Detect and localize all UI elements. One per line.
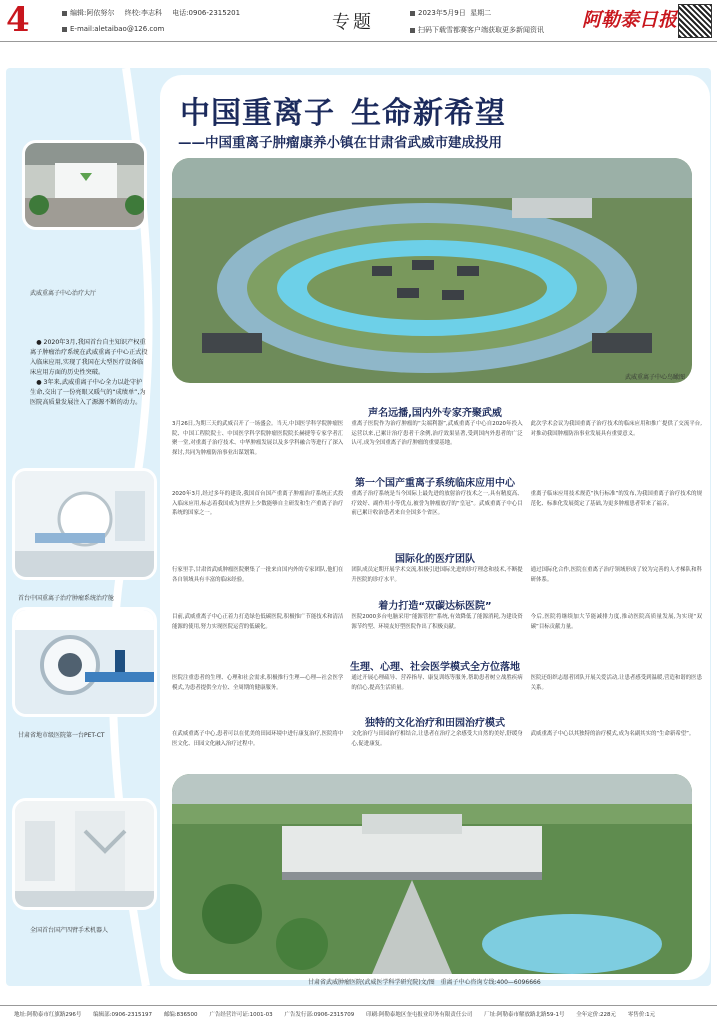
body-column: 通过开展心理疏导、营养指导、康复训练等服务,帮助患者树立战胜疾病的信心,提高生活质量。 (351, 675, 523, 691)
body-column: 在武威重离子中心,患者可以在优美的田园环境中进行康复治疗,医院将中医文化、田园文化融入治疗过程中。 (172, 731, 344, 747)
footer-item: 邮编:836500 (163, 1012, 198, 1018)
email: E-mail:aletaibao@126.com (70, 25, 165, 33)
treatment-room-caption: 首台中国重离子治疗肿瘤系统治疗舱 (18, 595, 115, 602)
aerial-photo (172, 158, 692, 383)
hall-caption: 武威重离子中心治疗大厅 (30, 290, 97, 297)
body-column: 目前,武威重离子中心正着力打造绿色低碳医院,积极推广节能技术和清洁能源的使用,努力实现医院运营的低碳化。 (172, 614, 344, 630)
app-tip (410, 25, 544, 35)
section-heading: 第一个国产重离子系统临床应用中心 (355, 478, 515, 489)
footer-item: 广告经营许可证:1001-03 (209, 1012, 273, 1018)
section-name: 专题 (332, 12, 374, 33)
section-heading: 着力打造“双碳达标医院” (378, 601, 492, 612)
robot-photo (12, 798, 157, 910)
page-number: 4 (6, 0, 30, 40)
footer-item: 全年定价:228元 (576, 1012, 617, 1018)
footer-item: 印刷:阿勒泰地区奎屯报业印务有限责任公司 (366, 1012, 473, 1018)
hall-photo (22, 140, 147, 230)
body-column: 重离子临床应用技术规范“执行标准”的发布,为我国重离子治疗技术的规范化、标准化发展奠定了基础,为更多肿瘤患者带来了福音。 (530, 491, 702, 507)
body-column: 重离子治疗系统是当今国际上最先进的放射治疗技术之一,具有精度高、疗效好、副作用小等优点,被誉为肿瘤放疗的“皇冠”。武威重离子中心目前已累计收治患者来自全国多个省区。 (351, 491, 523, 517)
masthead-logo: 阿勒泰日报 (582, 9, 678, 31)
square-bullet-icon (62, 27, 67, 32)
body-column: 今后,医院将继续加大节能减排力度,推动医院高质量发展,为实现“双碳”目标贡献力量。 (530, 614, 702, 630)
editor-info (62, 8, 248, 18)
body-column: 3月26日,为期三天的武威召开了一场盛会。当天,中国医学科学院肿瘤医院、中国工程院院士、中国医学科学院肿瘤医院院长赫捷等专家学者汇聚一堂,对重离子治疗技术、中华肿瘤发展以及多学科融合等进行了深入探讨,共同为肿瘤防治事业出谋划策。 (172, 421, 344, 456)
proofreader: 终校:李志科 (124, 9, 162, 17)
editor: 编辑:阿依努尔 (70, 9, 115, 17)
photo-credit (308, 977, 541, 986)
body-column: 行家里手,甘肃省武威肿瘤医院聚集了一批来自国内外的专家团队,他们在各自领域具有丰富的临床经验。 (172, 567, 344, 583)
section-heading: 国际化的医疗团队 (395, 554, 475, 565)
body-column: 通过国际化合作,医院在重离子治疗领域形成了较为完善的人才梯队和科研体系。 (530, 567, 702, 583)
body-column: 文化治疗与田园治疗相结合,让患者在治疗之余感受大自然的美好,舒缓身心,促进康复。 (351, 731, 523, 747)
campus-photo (172, 774, 692, 974)
main-title-part1: 中国重离子 (180, 96, 335, 131)
square-bullet-icon (410, 11, 415, 16)
body-column: 2020年3月,经过多年的建设,我国首台国产重离子肿瘤治疗系统正式投入临床应用,标志着我国成为世界上少数能够自主研发和生产重离子治疗系统的国家之一。 (172, 491, 344, 517)
weekday: 星期二 (470, 9, 492, 17)
body-column: 武威重离子中心以其独特的治疗模式,成为名副其实的“生命新希望”。 (530, 731, 695, 737)
square-bullet-icon (410, 28, 415, 33)
pet-ct-caption: 甘肃省地市级医院第一台PET-CT (18, 732, 105, 739)
main-title (180, 88, 506, 132)
email-info (62, 25, 164, 33)
section-body (172, 613, 702, 655)
pet-ct-photo (12, 607, 157, 717)
body-column: 医院注重患者的生理、心理和社会需求,积极推行生理—心理—社会医学模式,为患者提供全方位、全周期的健康服务。 (172, 675, 344, 691)
page-header (0, 0, 717, 42)
main-title-part2: 生命新希望 (351, 96, 506, 131)
section-body (172, 566, 702, 596)
section-body (172, 490, 702, 550)
intro-paragraph: ● 2020年3月,我国首台自主知识产权重离子肿瘤治疗系统在武威重离子中心正式投入临床应用,实现了我国在大型医疗设备临床应用方面的历史性突破。 (30, 339, 148, 376)
body-column: 医院2000多台电脑采用“能源管控”系统,有效降低了能源消耗,为建设资源节约型、环境友好型医院作出了积极贡献。 (351, 614, 523, 630)
footer-item: 地址:阿勒泰市红旗路296号 (14, 1012, 82, 1018)
phone: 电话:0906-2315201 (172, 9, 241, 17)
section-heading: 独特的文化治疗和田园治疗模式 (365, 718, 505, 729)
section-body (172, 674, 702, 712)
footer-item: 广告发行部:0906-2315709 (284, 1012, 355, 1018)
hotline-text: 重离子中心咨询专线:400—6096666 (440, 979, 541, 986)
footer-item: 零售价:1元 (627, 1012, 656, 1018)
date: 2023年5月9日 (418, 9, 466, 17)
app-tip-text: 扫码下载雪都赛客户端获取更多新闻资讯 (418, 26, 544, 34)
section-body (172, 730, 702, 770)
credit-text: 甘肃省武威肿瘤医院(武威医学科学研究院)文/图 (308, 979, 435, 986)
treatment-room-photo (12, 468, 157, 580)
section-heading: 生理、心理、社会医学模式全方位落地 (350, 662, 520, 673)
footer-item: 厂址:阿勒泰市解放路北路59-1号 (484, 1012, 565, 1018)
left-intro (30, 338, 148, 408)
body-column: 重离子医院作为治疗肿瘤的“尖端利器”,武威重离子中心自2020年投入运营以来,已累计治疗患者千余例,治疗效果显著,受到国内外患者的广泛认可,成为全国重离子治疗肿瘤的重要基地。 (351, 421, 523, 447)
body-column: 此次学术会议为我国重离子治疗技术的临床应用和推广提供了交流平台,对推动我国肿瘤防治事业发展具有重要意义。 (530, 421, 702, 437)
intro-paragraph: ● 3年来,武威重离子中心全力以赴守护生命,交出了一份亮眼又暖气的“成绩单”,为医院高质量发展注入了源源不断的动力。 (30, 379, 146, 406)
robot-caption: 全国首台国产四臂手术机器人 (30, 927, 109, 934)
footer-item: 编辑部:0906-2315197 (93, 1012, 152, 1018)
footer-bar (0, 1005, 717, 1021)
aerial-caption: 武威重离子中心鸟瞰图 (625, 374, 686, 381)
square-bullet-icon (62, 11, 67, 16)
qr-code-icon[interactable] (678, 4, 712, 38)
body-column: 团队成员定期开展学术交流,积极引进国际先进的诊疗理念和技术,不断提升医院的诊疗水平。 (351, 567, 523, 583)
issue-date (410, 8, 491, 18)
sub-title: ——中国重离子肿瘤康养小镇在甘肃省武威市建成投用 (178, 135, 502, 151)
body-column: 医院还组织志愿者团队开展关爱活动,让患者感受到温暖,营造和谐的医患关系。 (530, 675, 702, 691)
section-heading: 声名远播,国内外专家齐聚武威 (368, 408, 502, 419)
